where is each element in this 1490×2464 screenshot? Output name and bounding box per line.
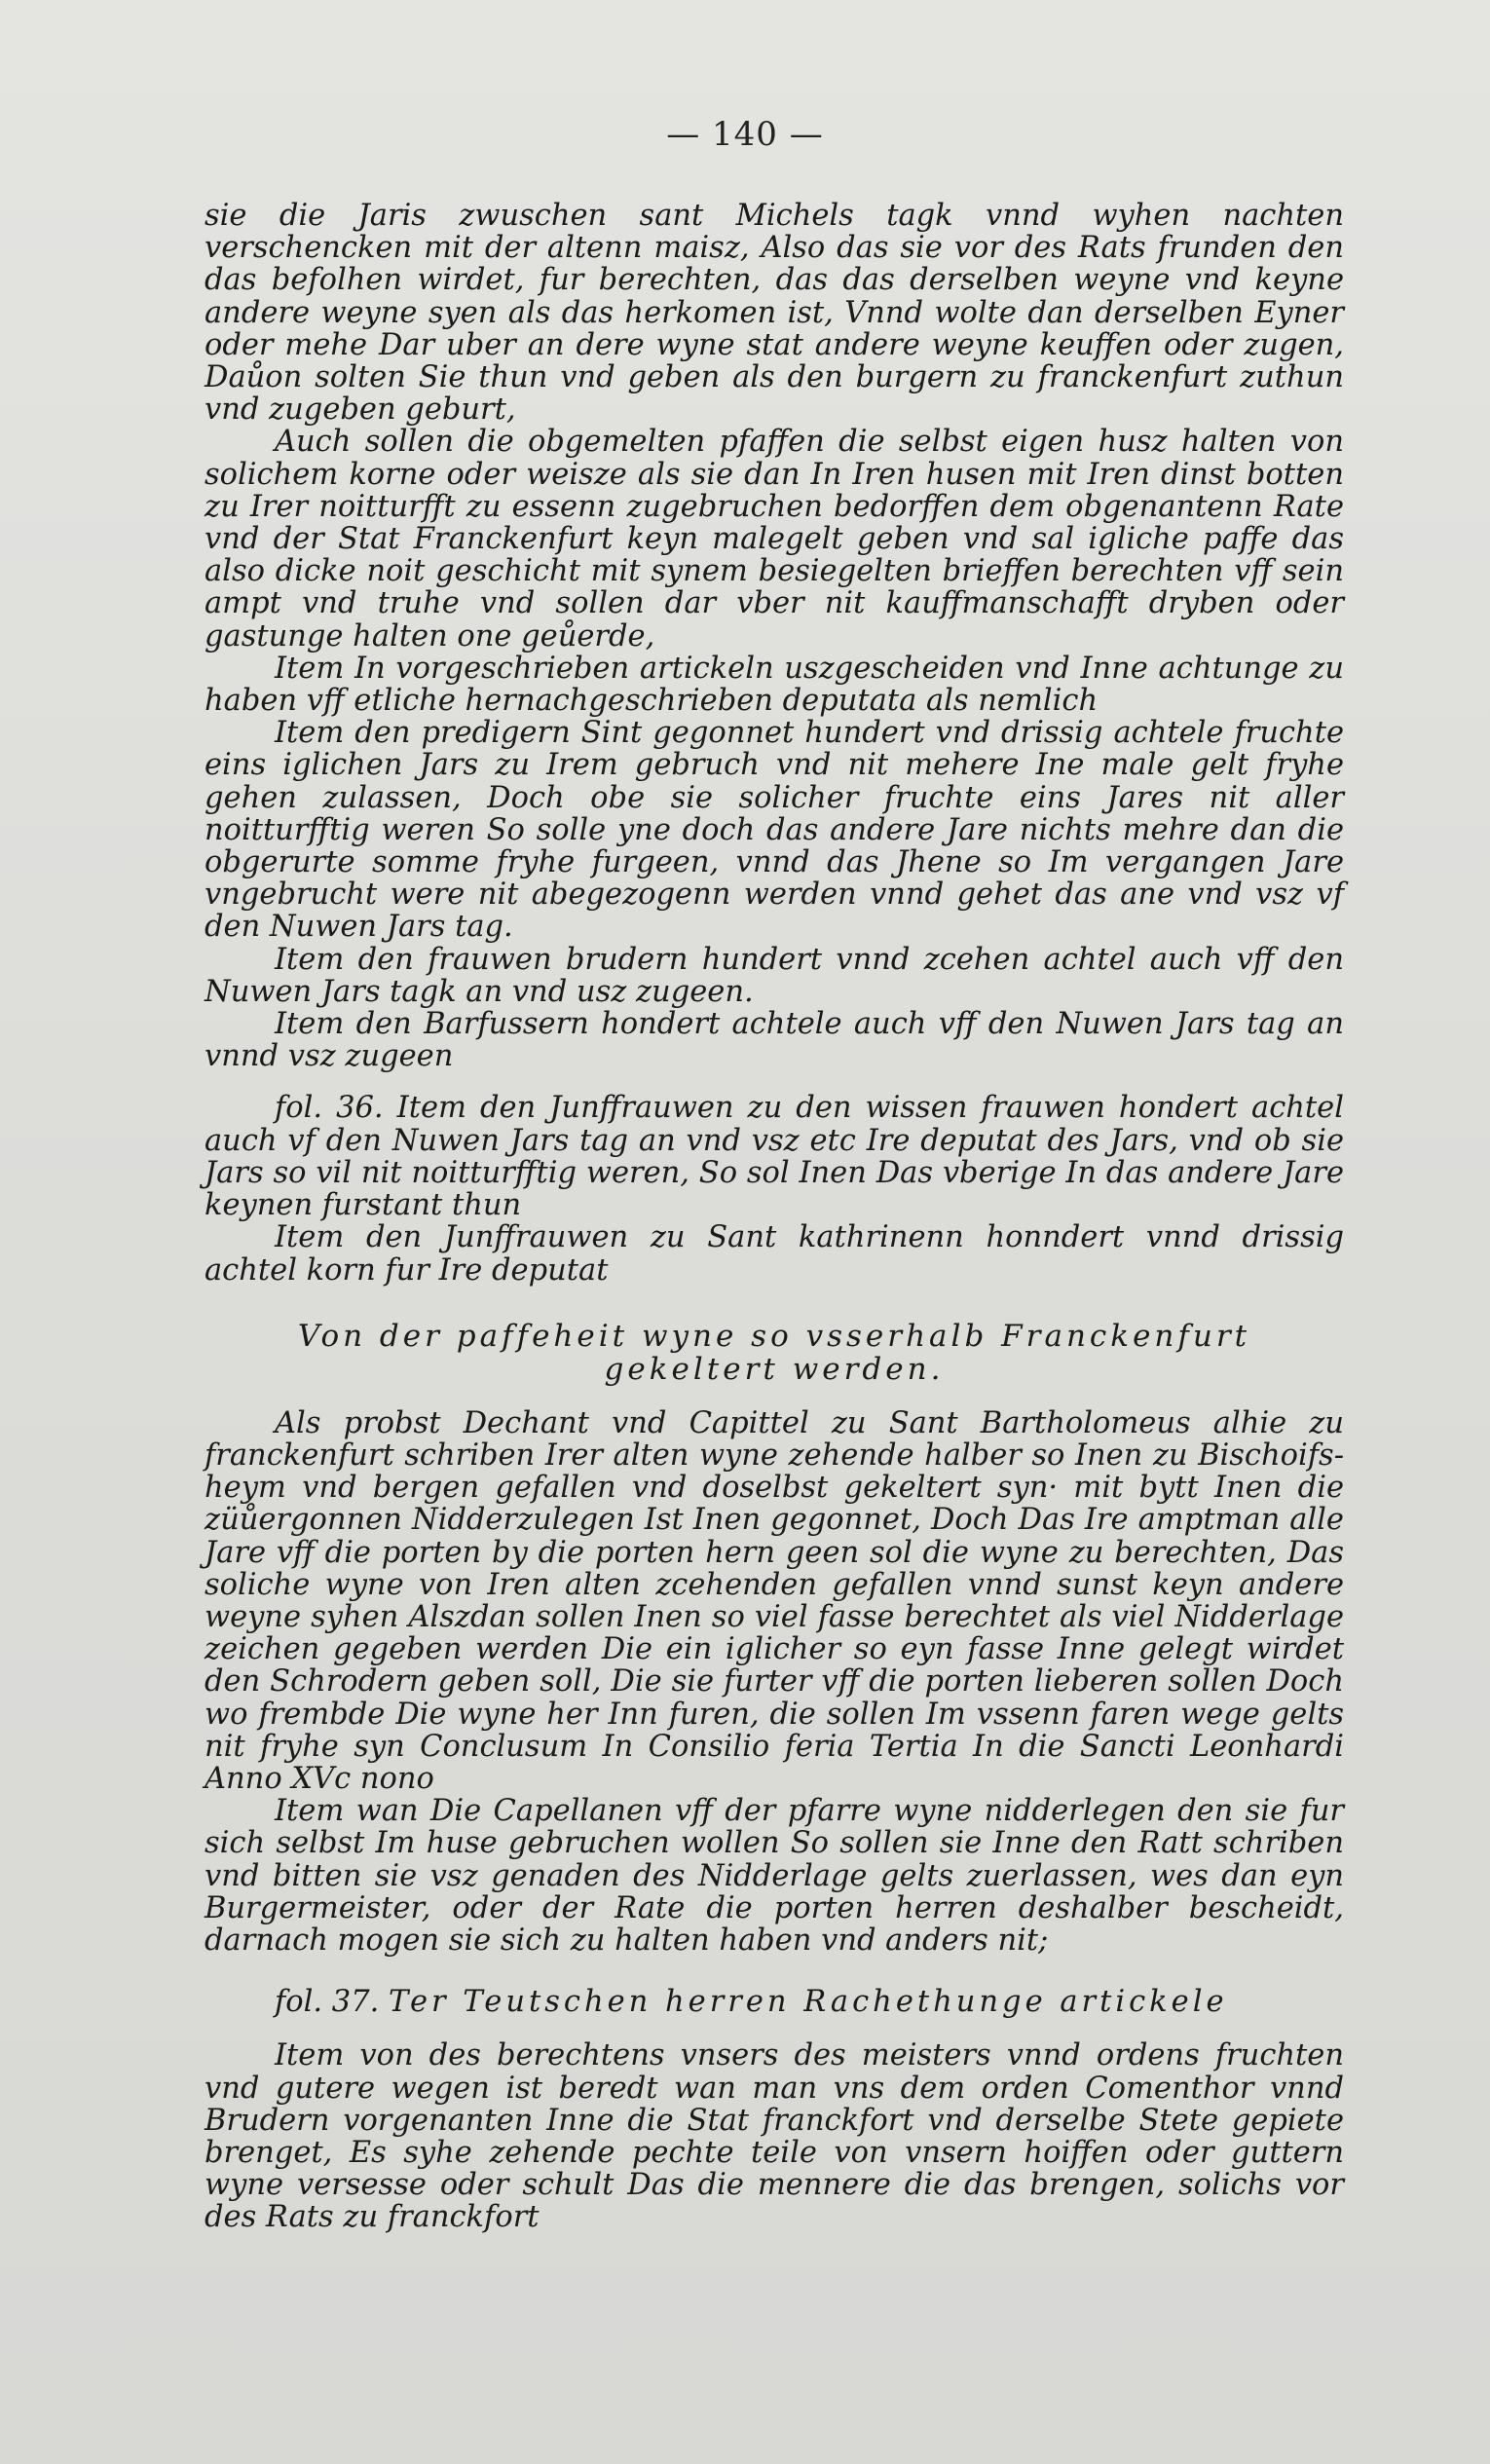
section-heading-teutschen-herren [205,1986,1344,2018]
paragraph-10: Item wan Die Capellanen vff der pfarre wyne nidderlegen den sie fur sich selbst Im huse gebruchen wollen So sollen sie Inne den Ratt schriben vnd bitten sie vsz genaden des Nidderlage gelts zuerlassen, wes dan eyn Burgermeister, oder der Rate die porten herren deshalber bescheidt, darnach mogen sie sich zu halten haben vnd anders nit; [205,1794,1344,1958]
section-heading-paffeheit [205,1320,1344,1386]
paragraph-2: Auch sollen die obgemelten pfaffen die selbst eigen husz halten von solichem korne oder weisze als sie dan In Iren husen mit Iren dinst botten zu Irer noitturfft zu essenn zugebruchen bedorffen dem obgenantenn Rate vnd der Stat Franckenfurt keyn malegelt geben vnd sal igliche paffe das also dicke noit geschicht mit synem besiegelten brieffen berechten vff sein ampt vnd truhe vnd sollen dar vber nit kauffmanschafft dryben oder gastunge halten one geůerde, [205,425,1344,653]
paragraph-6: Item den Barfussern hondert achtele auch vff den Nuwen Jars tag an vnnd vsz zugeen [205,1007,1344,1074]
spacer [205,1072,1344,1092]
paragraph-5: Item den frauwen brudern hundert vnnd zcehen achtel auch vff den Nuwen Jars tagk an vnd usz zugeen. [205,942,1344,1009]
paragraph-9: Als probst Dechant vnd Capittel zu Sant Bartholomeus alhie zu franckenfurt schriben Irer alten wyne zehende halber so Inen zu Bischoifs-heym vnd bergen gefallen vnd doselbst gekeltert syn· mit bytt Inen die züůergonnen Nidderzulegen Ist Inen gegonnet, Doch Das Ire amptman alle Jare vff die porten by die porten hern geen sol die wyne zu berechten, Das soliche wyne von Iren alten zcehenden gefallen vnnd sunst keyn andere weyne syhen Alszdan sollen Inen so viel fasse berechtet als viel Nidderlage zeichen gegeben werden Die ein iglicher so eyn fasse Inne gelegt wirdet den Schrodern geben soll, Die sie furter vff die porten lieberen sollen Doch wo frembde Die wyne her Inn furen, die sollen Im vssenn faren wege gelts nit fryhe syn Conclusum In Consilio feria Tertia In die Sancti Leonhardi Anno XVc nono [205,1405,1344,1796]
body-text [205,200,1344,2234]
section-heading-line-1: Von der paffeheit wyne so vsserhalb Franckenfurt [297,1318,1251,1354]
section-heading-title: Ter Teutschen herren Rachethunge artickele [389,1985,1228,2020]
paragraph-1: sie die Jaris zwuschen sant Michels tagk vnnd wyhen nachten verschencken mit der altenn maisz, Also das sie vor des Rats frunden den das befolhen wirdet, fur berechten, das das derselben weyne vnd keyne andere weyne syen als das herkomen ist, Vnnd wolte dan derselben Eyner oder mehe Dar uber an dere wyne stat andere weyne keuffen oder zugen, Daůon solten Sie thun vnd geben als den burgern zu franckenfurt zuthun vnd zugeben geburt, [205,199,1344,428]
section-heading-line-2: gekeltert werden. [604,1351,945,1387]
paragraph-4: Item den predigern Sint gegonnet hundert vnd drissig achtele fruchte eins iglichen Jars zu Irem gebruch vnd nit mehere Ine male gelt fryhe gehen zulassen, Doch obe sie solicher fruchte eins Jares nit aller noitturfftig weren So solle yne doch das andere Jare nichts mehre dan die obgerurte somme fryhe furgeen, vnnd das Jhene so Im vergangen Jare vngebrucht were nit abegezogenn werden vnnd gehet das ane vnd vsz vf den Nuwen Jars tag. [205,716,1344,945]
folio-reference: fol. 37. [275,1985,380,2020]
paragraph-3: Item In vorgeschrieben artickeln uszgescheiden vnd Inne achtunge zu haben vff etliche hernachgeschrieben deputata als nemlich [205,651,1344,719]
paragraph-7: fol. 36. Item den Junffrauwen zu den wissen frauwen hondert achtel auch vf den Nuwen Jars tag an vnd vsz etc Ire deputat des Jars, vnd ob sie Jars so vil nit noitturfftig weren, So sol Inen Das vberige In das andere Jare keynen furstant thun [205,1091,1344,1223]
paragraph-11: Item von des berechtens vnsers des meisters vnnd ordens fruchten vnd gutere wegen ist beredt wan man vns dem orden Comenthor vnnd Brudern vorgenanten Inne die Stat franckfort vnd derselbe Stete gepiete brenget, Es syhe zehende pechte teile von vnsern hoiffen oder guttern wyne versesse oder schult Das die mennere die das brengen, solichs vor des Rats zu franckfort [205,2038,1344,2235]
page-number: — 140 — [666,115,824,154]
paragraph-8: Item den Junffrauwen zu Sant kathrinenn honndert vnnd drissig achtel korn fur Ire deputat [205,1220,1344,1288]
